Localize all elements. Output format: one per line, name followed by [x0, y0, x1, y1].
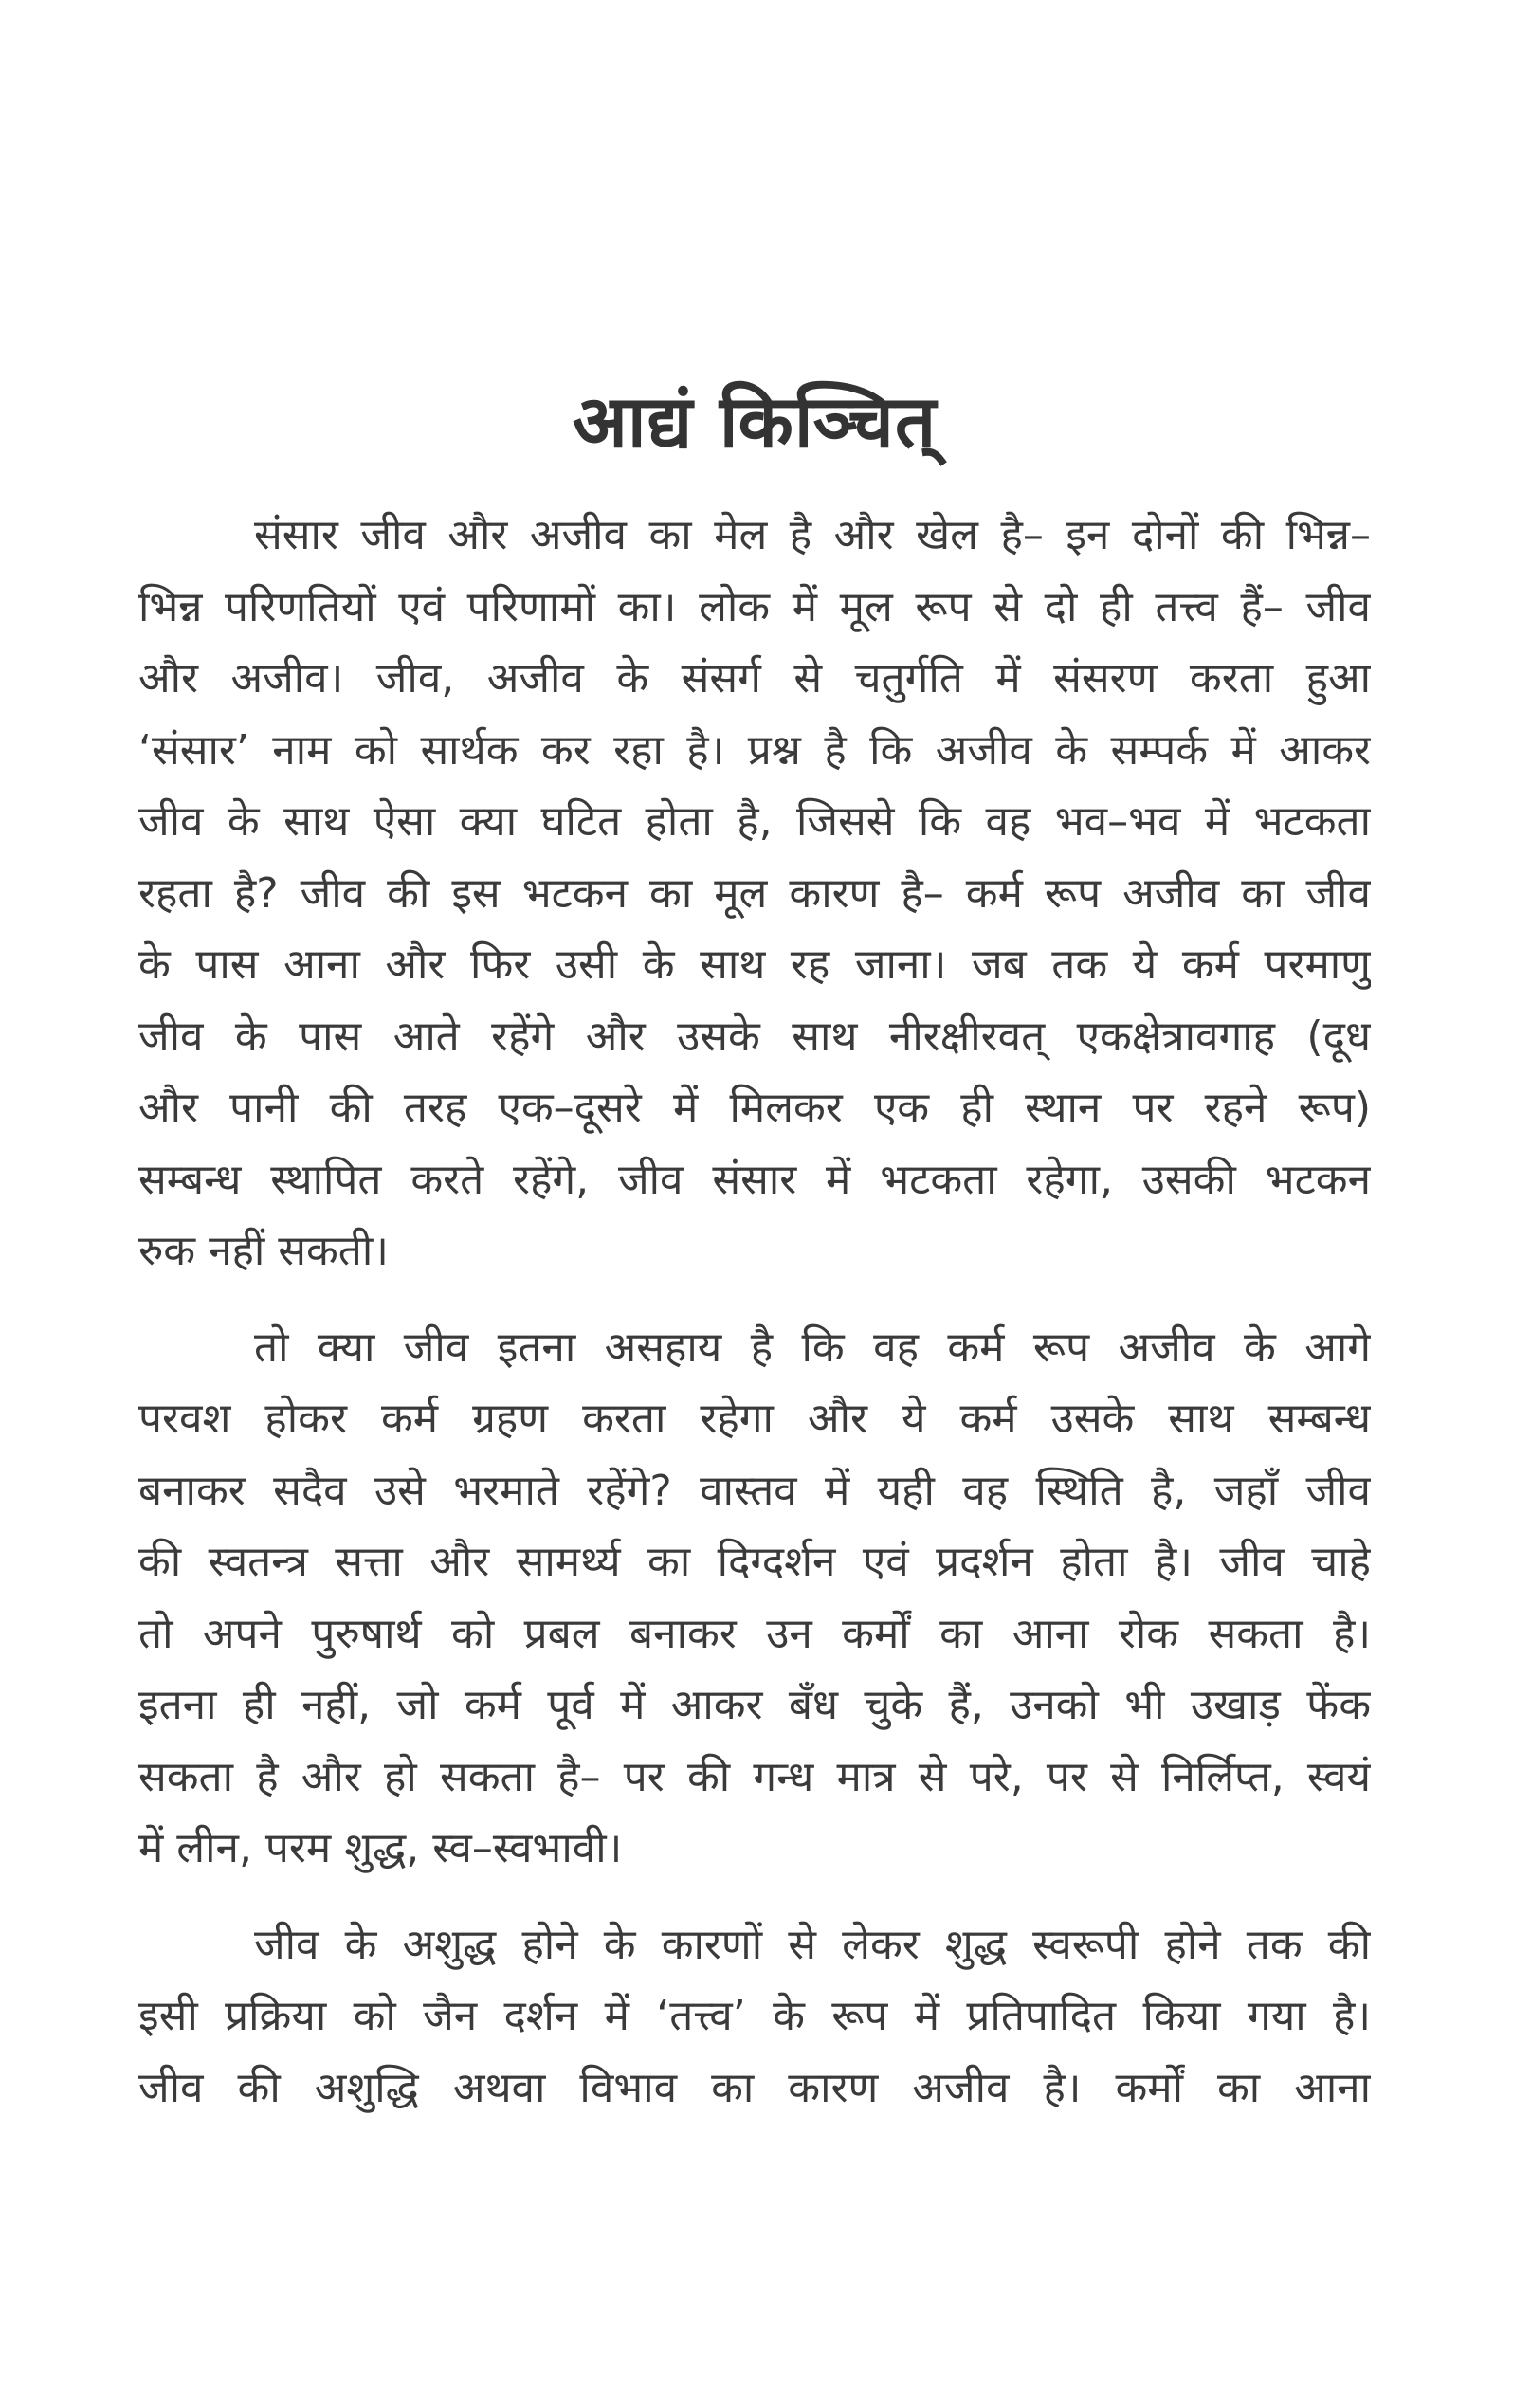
- text-line: और अजीव। जीव, अजीव के संसर्ग से चतुर्गति में संसरण करता हुआ: [138, 654, 1371, 702]
- text-line: में लीन, परम शुद्ध, स्व–स्वभावी।: [138, 1824, 623, 1872]
- text-line: जीव की अशुद्धि अथवा विभाव का कारण अजीव है। कर्मों का आना: [138, 2063, 1371, 2112]
- text-line: भिन्न परिणतियों एवं परिणामों का। लोक में मूल रूप से दो ही तत्त्व हैं– जीव: [138, 582, 1371, 631]
- text-line: परवश होकर कर्म ग्रहण करता रहेगा और ये कर्म उसके साथ सम्बन्ध: [138, 1395, 1371, 1443]
- text-line: और पानी की तरह एक–दूसरे में मिलकर एक ही स्थान पर रहने रूप): [138, 1084, 1371, 1132]
- document-page: [138, 374, 1371, 2148]
- page-title: आद्यं किञ्चित्: [572, 379, 938, 464]
- text-line: जीव के साथ ऐसा क्या घटित होता है, जिससे कि वह भव–भव में भटकता: [138, 797, 1371, 846]
- text-line: की स्वतन्त्र सत्ता और सामर्थ्य का दिग्दर्शन एवं प्रदर्शन होता है। जीव चाहे: [138, 1538, 1371, 1586]
- text-line: इतना ही नहीं, जो कर्म पूर्व में आकर बँध चुके हैं, उनको भी उखाड़ फेंक: [138, 1681, 1371, 1729]
- text-line: इसी प्रक्रिया को जैन दर्शन में ‘तत्त्व’ के रूप में प्रतिपादित किया गया है।: [138, 1992, 1371, 2040]
- text-line: तो अपने पुरुषार्थ को प्रबल बनाकर उन कर्मों का आना रोक सकता है।: [138, 1609, 1371, 1658]
- text-line: जीव के पास आते रहेंगे और उसके साथ नीरक्षीरवत् एकक्षेत्रावगाह (दूध: [138, 1012, 1371, 1061]
- text-line: जीव के अशुद्ध होने के कारणों से लेकर शुद्ध स्वरूपी होने तक की: [254, 1920, 1371, 1969]
- paragraph-2: [138, 1312, 1371, 1885]
- text-line: बनाकर सदैव उसे भरमाते रहेंगे? वास्तव में यही वह स्थिति है, जहाँ जीव: [138, 1466, 1371, 1515]
- text-line: तो क्या जीव इतना असहाय है कि वह कर्म रूप अजीव के आगे: [254, 1323, 1371, 1372]
- paragraph-1: [138, 500, 1371, 1287]
- text-line: रहता है? जीव की इस भटकन का मूल कारण है– कर्म रूप अजीव का जीव: [138, 868, 1371, 918]
- text-line: सम्बन्ध स्थापित करते रहेंगे, जीव संसार में भटकता रहेगा, उसकी भटकन: [138, 1155, 1371, 1204]
- text-line: सकता है और हो सकता है– पर की गन्ध मात्र से परे, पर से निर्लिप्त, स्वयं: [138, 1752, 1371, 1801]
- text-line: के पास आना और फिर उसी के साथ रह जाना। जब तक ये कर्म परमाणु: [138, 940, 1371, 989]
- text-line: ‘संसार’ नाम को सार्थक कर रहा है। प्रश्न है कि अजीव के सम्पर्क में आकर: [138, 725, 1371, 775]
- text-line: संसार जीव और अजीव का मेल है और खेल है– इन दोनों की भिन्न–: [254, 511, 1371, 559]
- paragraph-3: [138, 1909, 1371, 2125]
- text-line: रुक नहीं सकती।: [138, 1227, 389, 1275]
